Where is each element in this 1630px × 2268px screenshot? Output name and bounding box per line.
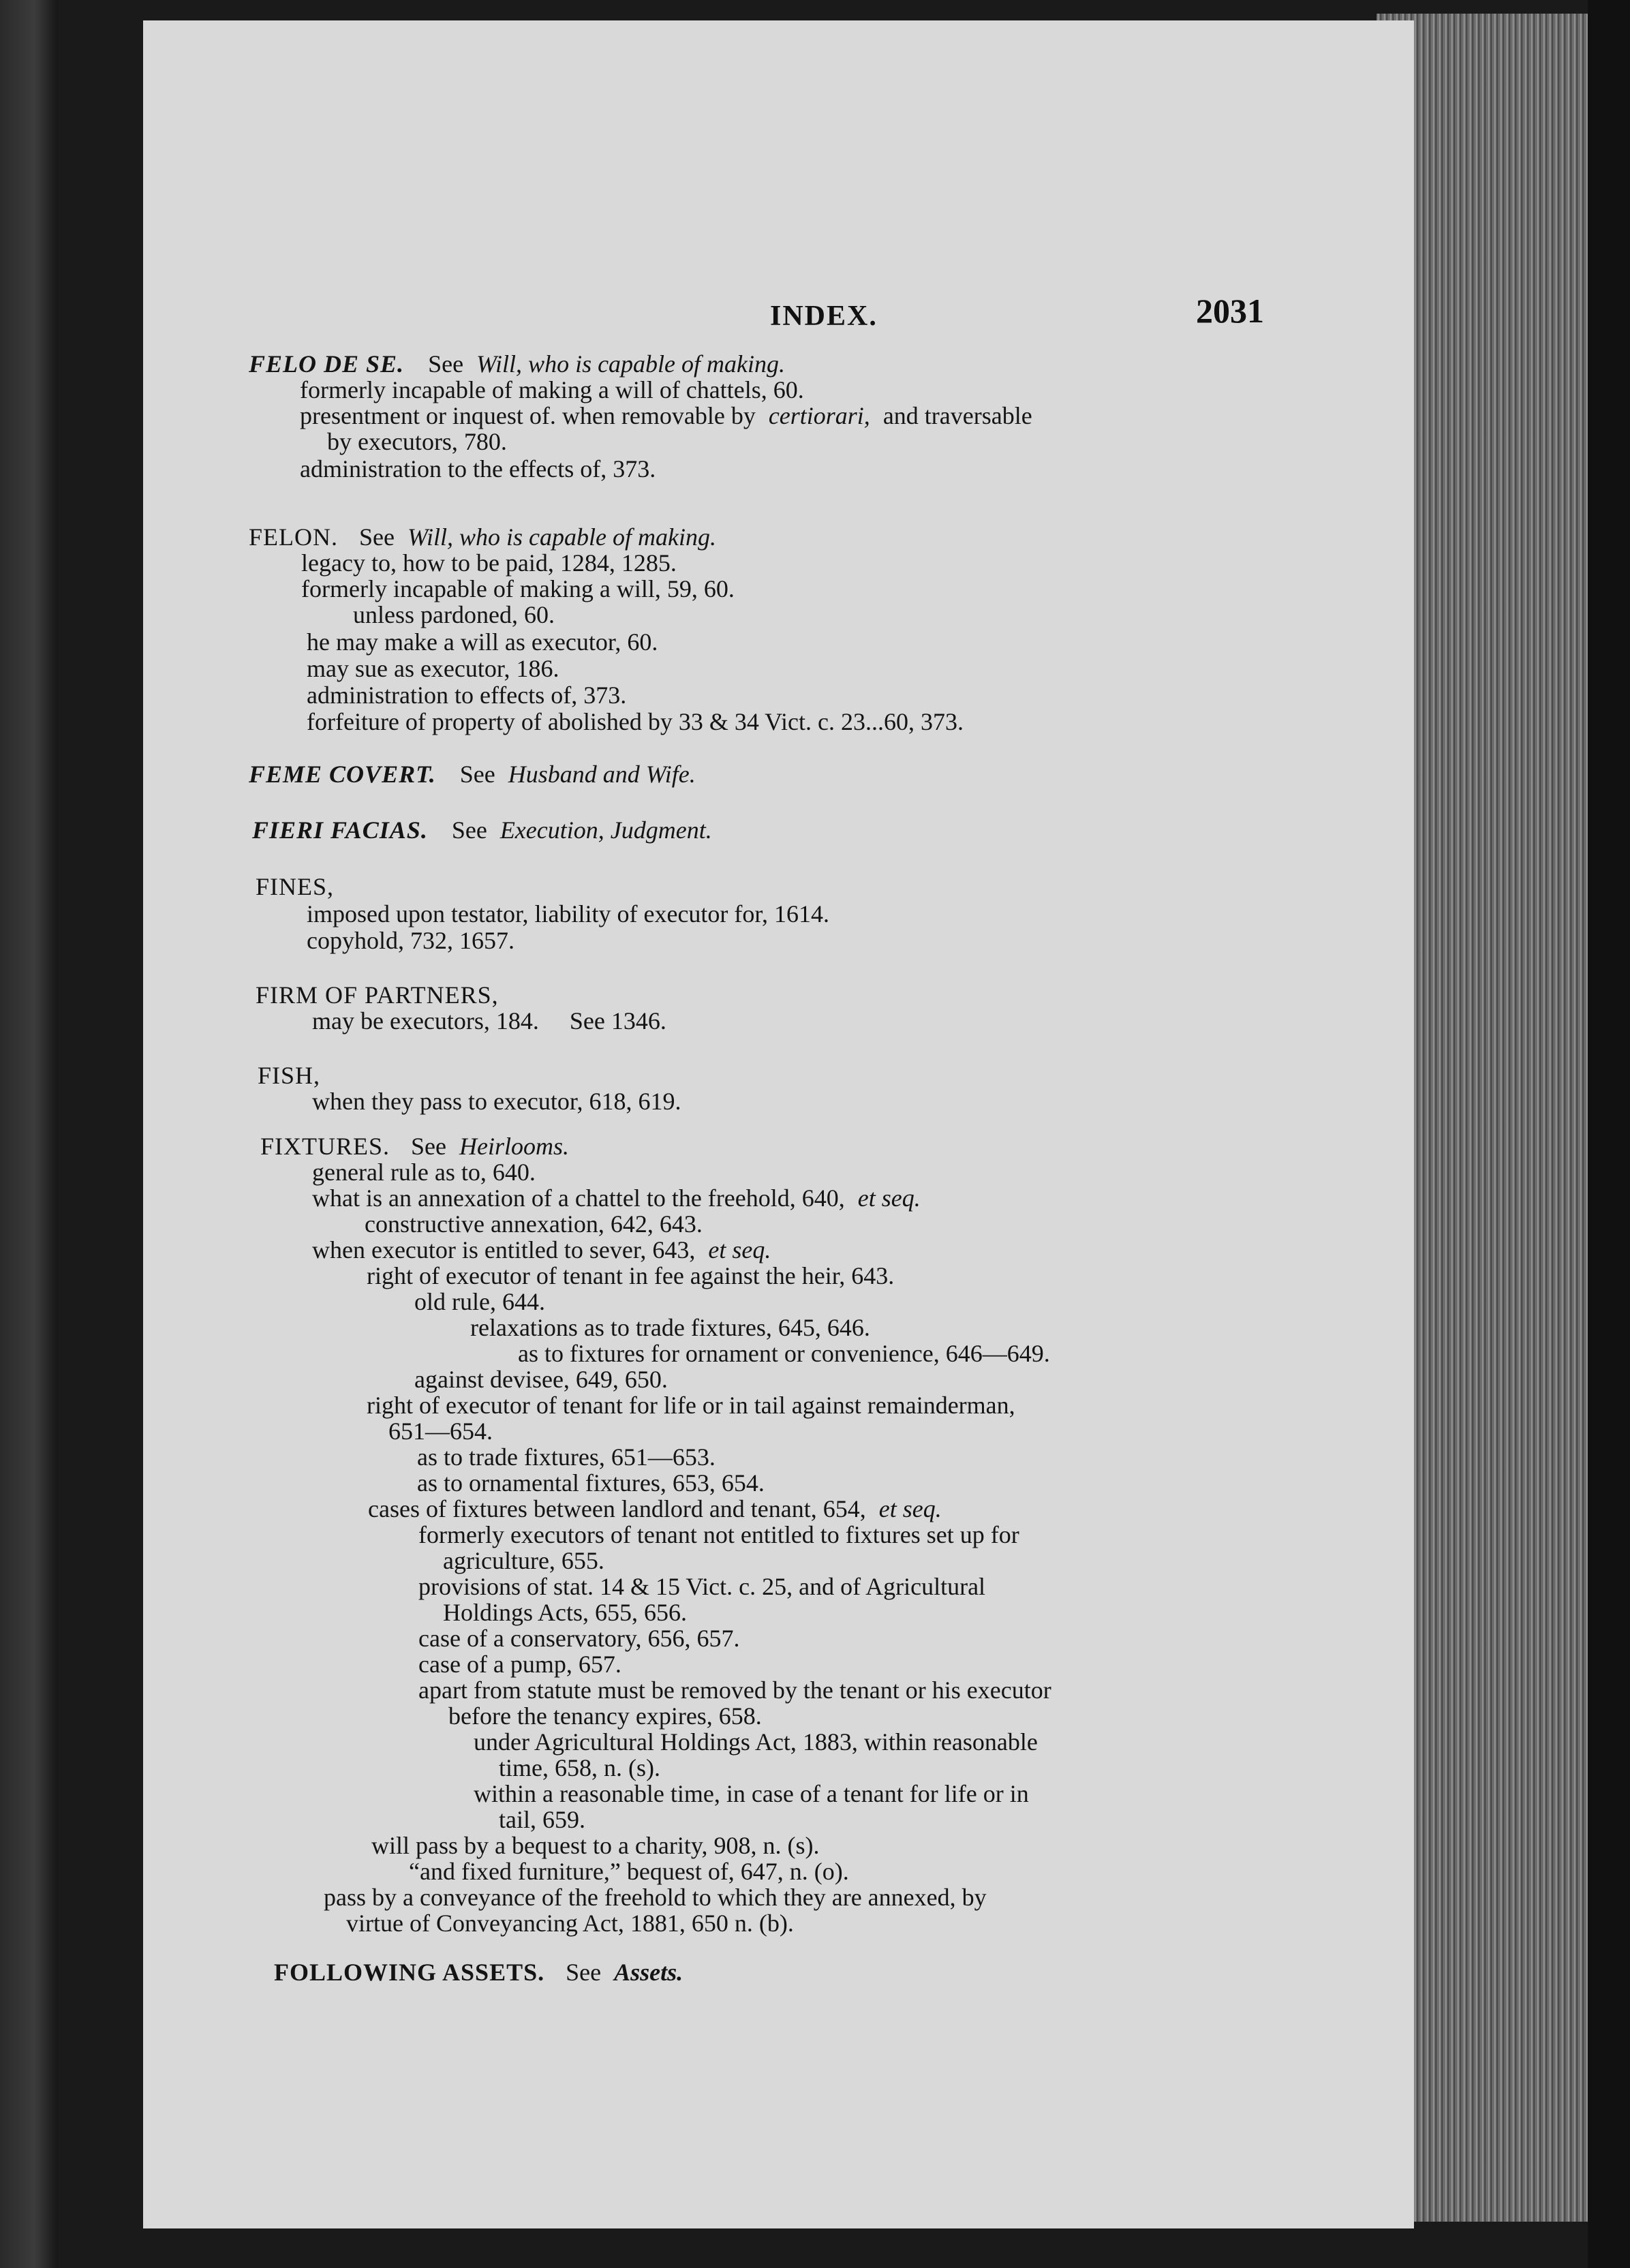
book-left-edge <box>0 0 58 2268</box>
book-right-edge <box>1588 0 1630 2268</box>
see-label: See <box>451 816 487 844</box>
subentry: provisions of stat. 14 & 15 Vict. c. 25, and of Agricultural <box>418 1573 986 1600</box>
subentry: formerly executors of tenant not entitled to fixtures set up for <box>418 1521 1019 1548</box>
subentry: right of executor of tenant for life or in tail against remainderman, <box>367 1392 1015 1419</box>
subentry: formerly incapable of making a will, 59, 60. <box>301 575 735 602</box>
subentry: case of a conservatory, 656, 657. <box>418 1625 740 1652</box>
subentry: “and fixed furniture,” bequest of, 647, n. (o). <box>409 1858 849 1885</box>
subentry: by executors, 780. <box>327 428 507 455</box>
page-number: 2031 <box>1196 292 1264 330</box>
subentry <box>300 403 1032 428</box>
index-entry-felon <box>249 525 716 549</box>
subentry-text: and traversable <box>882 402 1032 429</box>
subentry: pass by a conveyance of the freehold to which they are annexed, by <box>324 1884 987 1911</box>
subentry: before the tenancy expires, 658. <box>448 1702 762 1730</box>
see-label: See <box>428 350 464 378</box>
subentry <box>312 1186 921 1210</box>
subentry: may sue as executor, 186. <box>307 655 559 682</box>
subentry: under Agricultural Holdings Act, 1883, within reasonable <box>474 1728 1038 1756</box>
subentry-italic: et seq. <box>857 1184 921 1212</box>
subentry: virtue of Conveyancing Act, 1881, 650 n. (b). <box>346 1910 794 1937</box>
index-entry-following-assets <box>274 1960 683 1984</box>
subentry: relaxations as to trade fixtures, 645, 646. <box>470 1314 870 1341</box>
subentry: unless pardoned, 60. <box>353 601 555 628</box>
subentry: as to fixtures for ornament or convenience, 646—649. <box>518 1340 1050 1367</box>
index-entry-felo-de-se <box>249 352 785 376</box>
subentry: imposed upon testator, liability of executor for, 1614. <box>307 900 829 928</box>
subentry-text: when executor is entitled to sever, 643, <box>312 1236 696 1263</box>
entry-heading: FIERI FACIAS. <box>252 816 428 844</box>
index-entry-fines: FINES, <box>256 873 335 900</box>
page-title: INDEX. <box>770 301 878 332</box>
subentry-text: presentment or inquest of. when removable by <box>300 402 756 429</box>
subentry: copyhold, 732, 1657. <box>307 927 514 954</box>
subentry <box>312 1009 666 1033</box>
entry-heading: FELON. <box>249 523 338 551</box>
subentry: will pass by a bequest to a charity, 908, n. (s). <box>371 1832 820 1859</box>
subentry: Holdings Acts, 655, 656. <box>443 1599 688 1626</box>
subentry: legacy to, how to be paid, 1284, 1285. <box>301 549 677 577</box>
subentry-italic: et seq. <box>708 1236 771 1263</box>
subentry: formerly incapable of making a will of chattels, 60. <box>300 376 804 403</box>
subentry: when they pass to executor, 618, 619. <box>312 1088 681 1115</box>
subentry: tail, 659. <box>499 1806 585 1833</box>
subentry-text: may be executors, 184. <box>312 1007 539 1035</box>
index-entry-fixtures <box>260 1134 569 1159</box>
subentry: he may make a will as executor, 60. <box>307 628 658 656</box>
subentry <box>312 1238 771 1262</box>
see-label: See <box>459 761 495 788</box>
subentry: agriculture, 655. <box>443 1547 604 1574</box>
see-reference: Execution, Judgment. <box>499 816 712 844</box>
subentry-text: what is an annexation of a chattel to the freehold, 640, <box>312 1184 845 1212</box>
subentry: apart from statute must be removed by the tenant or his executor <box>418 1676 1051 1704</box>
book-page <box>143 20 1414 2228</box>
subentry: constructive annexation, 642, 643. <box>365 1210 703 1238</box>
subentry: general rule as to, 640. <box>312 1159 536 1186</box>
subentry: case of a pump, 657. <box>418 1651 621 1678</box>
subentry: administration to effects of, 373. <box>307 681 627 709</box>
see-reference: Assets. <box>614 1959 683 1986</box>
index-body <box>143 20 1414 2228</box>
index-entry-fish: FISH, <box>258 1062 321 1089</box>
see-reference: Husband and Wife. <box>508 761 696 788</box>
index-entry-fieri-facias <box>252 818 712 842</box>
see-reference: Will, who is capable of making. <box>476 350 786 378</box>
entry-heading: FIXTURES. <box>260 1133 390 1160</box>
subentry-text: See 1346. <box>569 1007 666 1035</box>
see-label: See <box>411 1133 447 1160</box>
subentry: 651—654. <box>388 1418 493 1445</box>
see-reference: Will, who is capable of making. <box>407 523 716 551</box>
subentry: as to ornamental fixtures, 653, 654. <box>417 1469 765 1497</box>
entry-heading: FELO DE SE. <box>249 350 405 378</box>
entry-heading: FEME COVERT. <box>249 761 436 788</box>
entry-heading: FOLLOWING ASSETS. <box>274 1959 545 1986</box>
see-reference: Heirlooms. <box>459 1133 570 1160</box>
subentry: administration to the effects of, 373. <box>300 455 656 482</box>
see-label: See <box>566 1959 602 1986</box>
subentry-text: cases of fixtures between landlord and tenant, 654, <box>368 1495 866 1522</box>
subentry: time, 658, n. (s). <box>499 1754 660 1781</box>
subentry-italic: certiorari, <box>768 402 870 429</box>
subentry: within a reasonable time, in case of a tenant for life or in <box>474 1780 1029 1807</box>
subentry: forfeiture of property of abolished by 33 & 34 Vict. c. 23...60, 373. <box>307 708 964 735</box>
see-label: See <box>359 523 395 551</box>
subentry <box>368 1497 942 1521</box>
subentry: old rule, 644. <box>414 1288 545 1315</box>
subentry-italic: et seq. <box>878 1495 942 1522</box>
subentry: as to trade fixtures, 651—653. <box>417 1443 716 1471</box>
index-entry-firm-of-partners: FIRM OF PARTNERS, <box>256 981 499 1009</box>
subentry: against devisee, 649, 650. <box>414 1366 668 1393</box>
subentry: right of executor of tenant in fee against the heir, 643. <box>367 1262 895 1289</box>
index-entry-feme-covert <box>249 762 696 786</box>
